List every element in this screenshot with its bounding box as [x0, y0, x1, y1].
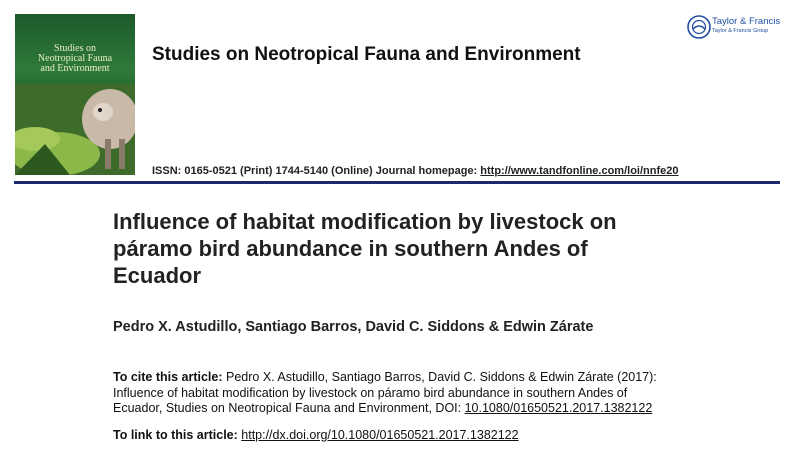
article-title-line: Ecuador	[113, 263, 202, 288]
citation-label: To cite this article:	[113, 370, 223, 384]
citation-text: Pedro X. Astudillo, Santiago Barros, David C. Siddons & Edwin Zárate (2017):	[222, 370, 657, 384]
issn-line	[152, 165, 678, 177]
article-link-line	[113, 428, 519, 442]
header-divider	[14, 181, 780, 184]
issn-text: ISSN: 0165-0521 (Print) 1744-5140 (Online) Journal homepage:	[152, 165, 481, 177]
publisher-name: Taylor & Francis	[712, 16, 781, 27]
link-label: To link to this article:	[113, 428, 242, 442]
cover-title-line: Studies on	[54, 43, 96, 54]
cover-animal-photo	[15, 84, 135, 175]
article-title-line: páramo bird abundance in southern Andes of	[113, 236, 588, 261]
citation-block	[113, 370, 713, 417]
article-authors: Pedro X. Astudillo, Santiago Barros, David C. Siddons & Edwin Zárate	[113, 319, 594, 335]
citation-text: Ecuador, Studies on Neotropical Fauna and Environment, DOI:	[113, 401, 465, 415]
journal-cover-image	[15, 14, 135, 175]
journal-homepage-link[interactable]: http://www.tandfonline.com/loi/nnfe20	[480, 165, 679, 177]
journal-name: Studies on Neotropical Fauna and Environment	[152, 44, 581, 65]
article-title-line: Influence of habitat modification by livestock on	[113, 209, 617, 234]
cover-title	[15, 44, 135, 74]
citation-line: Influence of habitat modification by livestock on páramo bird abundance in southern Andes of	[113, 385, 628, 400]
cover-title-line: and Environment	[40, 63, 110, 74]
doi-link[interactable]: 10.1080/01650521.2017.1382122	[464, 401, 653, 415]
citation-line	[113, 370, 713, 386]
taylor-francis-logo-icon	[686, 14, 712, 40]
article-url-link[interactable]: http://dx.doi.org/10.1080/01650521.2017.1382122	[241, 428, 519, 442]
publisher-group: Taylor & Francis Group	[712, 28, 769, 34]
citation-line	[113, 401, 713, 417]
article-title	[113, 208, 713, 289]
cover-title-line: Neotropical Fauna	[37, 53, 113, 64]
